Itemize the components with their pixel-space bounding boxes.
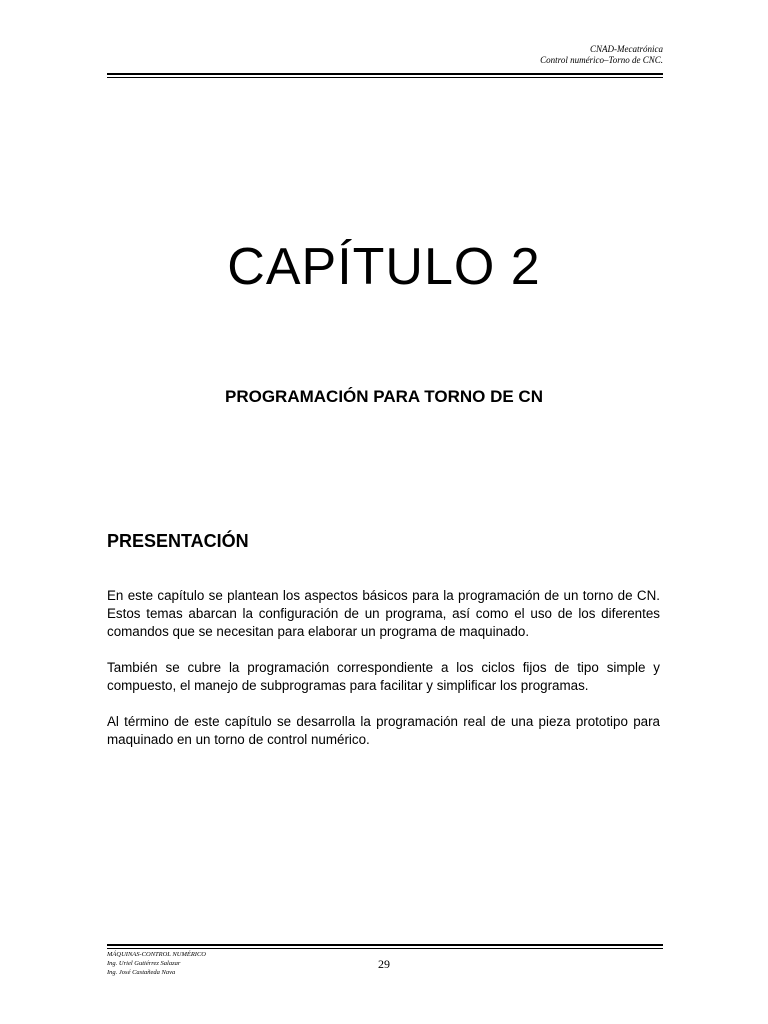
header-rule (107, 73, 663, 75)
paragraph: En este capítulo se plantean los aspectos básicos para la programación de un torno de CN. Estos temas abarcan la configuración de un programa, así como el uso de los diferentes comandos que se necesitan para elaborar un programa de maquinado. (107, 588, 660, 639)
chapter-title: CAPÍTULO 2 (227, 238, 541, 296)
page-number: 29 (378, 957, 390, 971)
footer-book-title: MÁQUINAS-CONTROL NUMÉRICO (107, 951, 207, 958)
section-heading: PRESENTACIÓN (107, 531, 249, 551)
paragraph: También se cubre la programación correspondiente a los ciclos fijos de tipo simple y compuesto, el manejo de subprogramas para facilitar y simplificar los programas. (107, 660, 660, 693)
paragraph: Al término de este capítulo se desarrolla la programación real de una pieza prototipo para maquinado en un torno de control numérico. (107, 714, 660, 747)
header-institution: CNAD-Mecatrónica (590, 44, 663, 54)
footer-author: Ing. José Castañeda Nava (107, 969, 176, 976)
running-header (540, 44, 663, 66)
chapter-subtitle: PROGRAMACIÓN PARA TORNO DE CN (225, 387, 543, 406)
section-body (107, 587, 660, 767)
header-course: Control numérico–Torno de CNC. (540, 55, 663, 65)
footer-rule (107, 944, 663, 946)
footer-author: Ing. Uriel Gutiérrez Salazar (107, 960, 181, 967)
